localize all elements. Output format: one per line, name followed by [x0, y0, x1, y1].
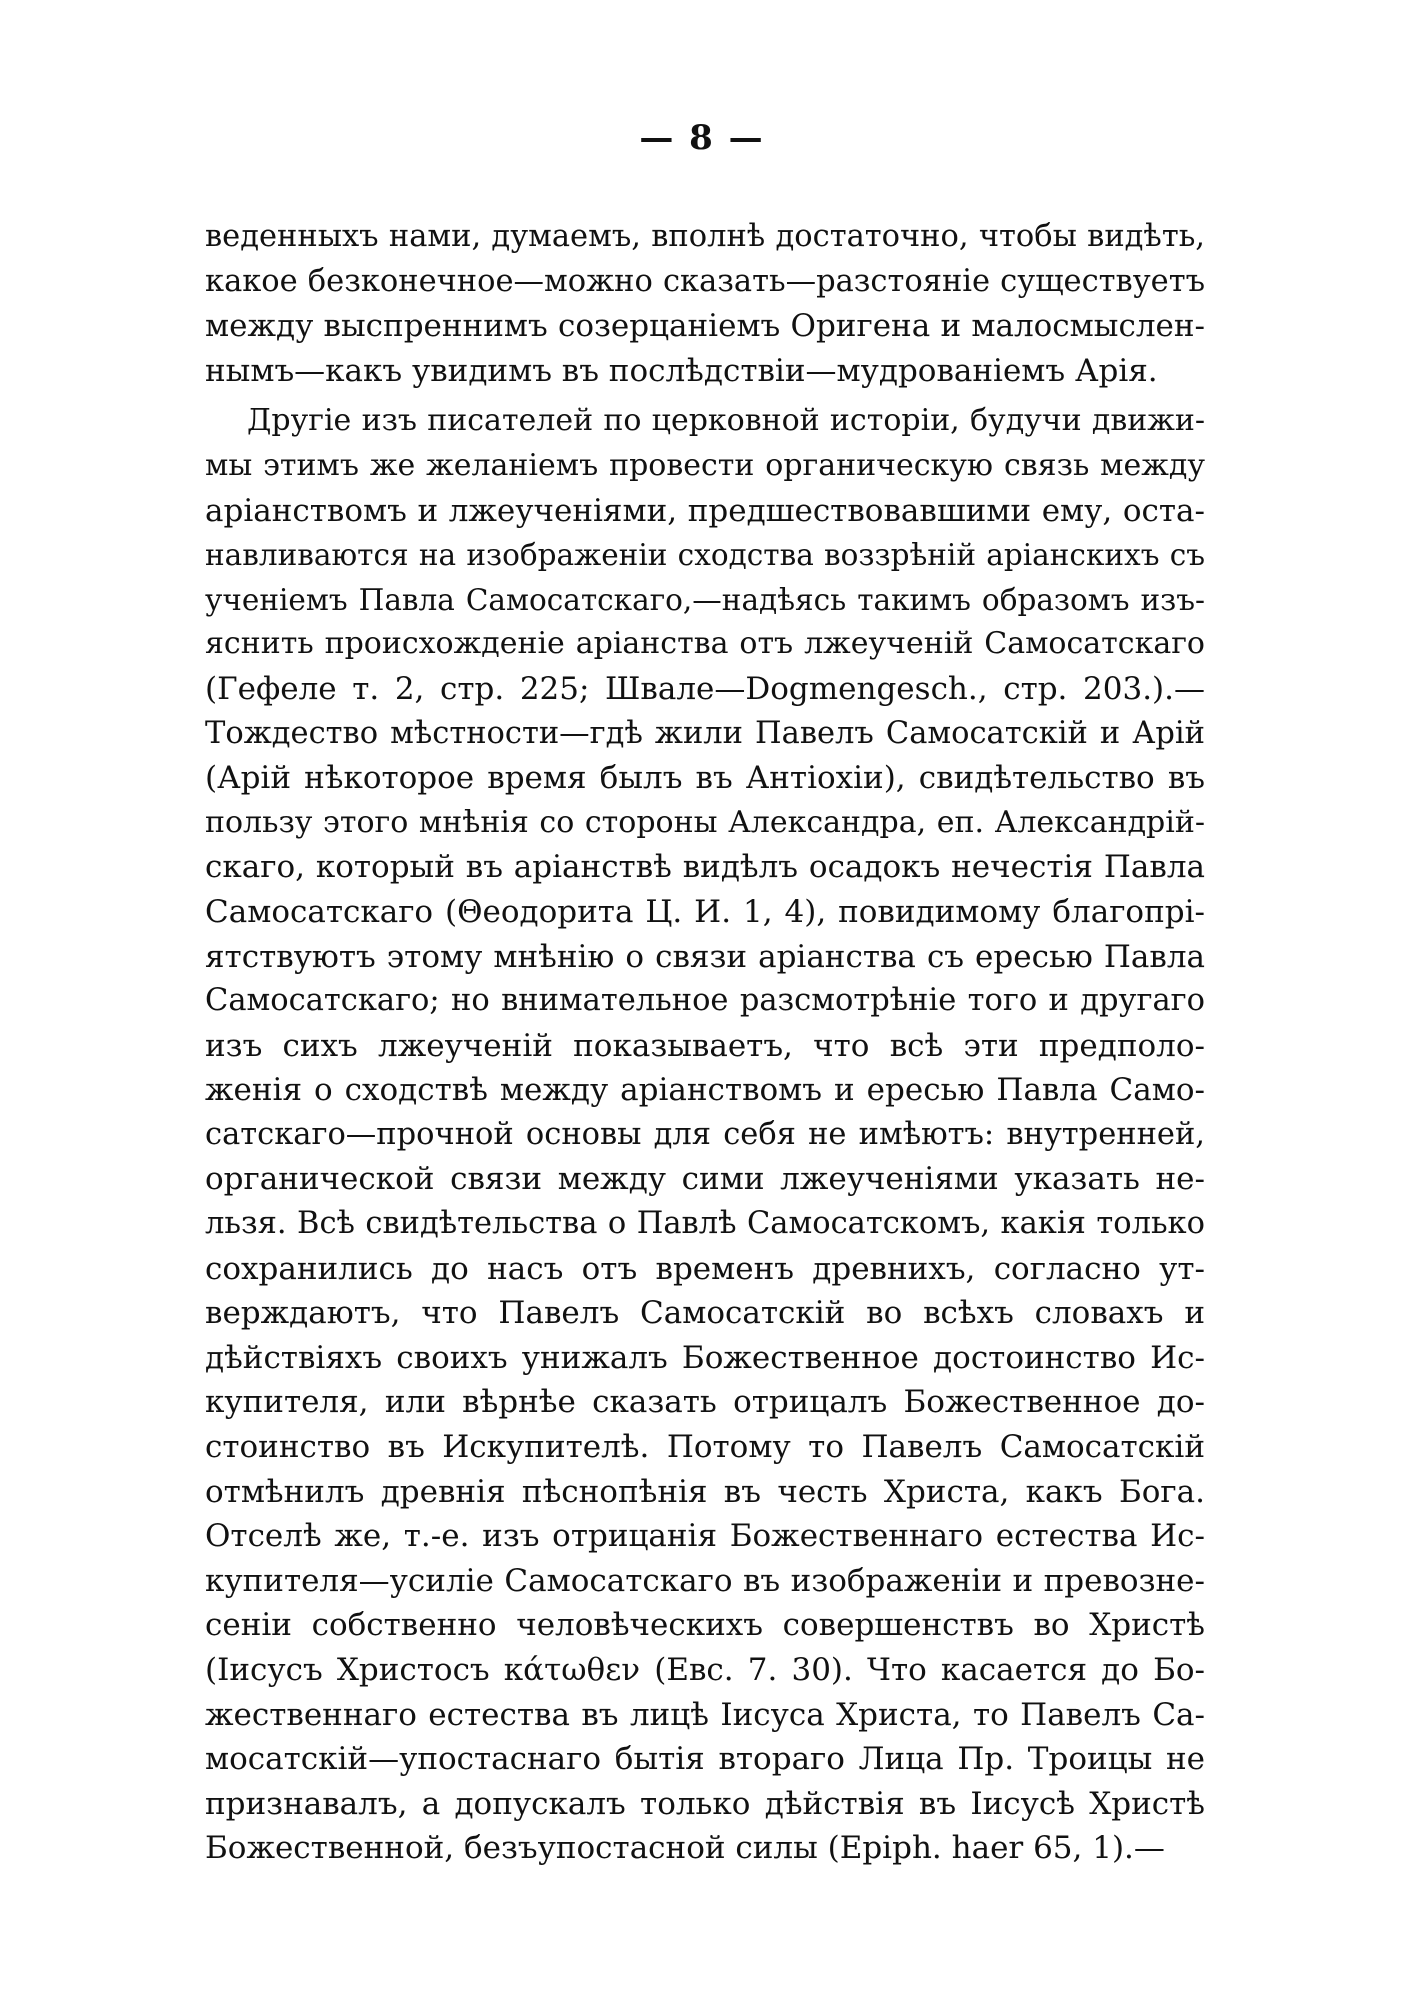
text-line: ученіемъ Павла Самосатскаго,—надѣясь такимъ образомъ изъ-	[205, 582, 1205, 617]
text-line: (Гефеле т. 2, стр. 225; Швале—Dogmengesch., стр. 203.).—	[205, 670, 1205, 707]
text-line: Другіе изъ писателей по церковной исторіи, будучи движи-	[247, 403, 1205, 439]
text-line: купителя—усиліе Самосатскаго въ изображеніи и превозне-	[205, 1562, 1205, 1599]
page-number: — 8 —	[639, 118, 765, 158]
text-line: органической связи между сими лжеученіями указать не-	[205, 1161, 1205, 1198]
text-line: нымъ—какъ увидимъ въ послѣдствіи—мудрованіемъ Арія.	[205, 352, 1158, 389]
text-line: навливаются на изображеніи сходства воззрѣній аріанскихъ съ	[205, 538, 1205, 573]
text-line: льзя. Всѣ свидѣтельства о Павлѣ Самосатскомъ, какія только	[205, 1206, 1205, 1242]
text-line: мы этимъ же желаніемъ провести органическую связь между	[205, 447, 1205, 483]
text-line: Отселѣ же, т.-е. изъ отрицанія Божественнаго естества Ис-	[205, 1518, 1205, 1555]
text-line: веденныхъ нами, думаемъ, вполнѣ достаточно, чтобы видѣть,	[205, 219, 1205, 254]
text-line: изъ сихъ лжеученій показываетъ, что всѣ эти предполо-	[205, 1027, 1205, 1064]
paragraph	[205, 399, 1205, 1871]
text-line: верждаютъ, что Павелъ Самосатскій во всѣхъ словахъ и	[205, 1295, 1205, 1332]
text-line: (Арій нѣкоторое время былъ въ Антіохіи), свидѣтельство въ	[205, 760, 1205, 797]
paragraph	[205, 215, 1205, 393]
text-line: между выспреннимъ созерцаніемъ Оригена и малосмыслен-	[205, 308, 1205, 345]
text-line: отмѣнилъ древнія пѣснопѣнія въ честь Христа, какъ Бога.	[205, 1473, 1205, 1510]
text-line: пользу этого мнѣнія со стороны Александра, еп. Александрій-	[205, 804, 1205, 840]
text-line: сатскаго—прочной основы для себя не имѣютъ: внутренней,	[205, 1116, 1205, 1152]
text-line: стоинство въ Искупителѣ. Потому то Павелъ Самосатскій	[205, 1429, 1205, 1466]
text-line: признавалъ, а допускалъ только дѣйствія въ Іисусѣ Христѣ	[205, 1785, 1205, 1822]
text-line: (Іисусъ Христосъ κάτωθεν (Евс. 7. 30). Что касается до Бо-	[205, 1652, 1205, 1688]
text-line: яснить происхожденіе аріанства отъ лжеученій Самосатскаго	[205, 626, 1205, 662]
text-line: жественнаго естества въ лицѣ Іисуса Христа, то Павелъ Са-	[205, 1696, 1205, 1733]
text-line: дѣйствіяхъ своихъ унижалъ Божественное достоинство Ис-	[205, 1339, 1205, 1376]
text-line: купителя, или вѣрнѣе сказать отрицалъ Божественное до-	[205, 1384, 1205, 1421]
text-line: Божественной, безъупостасной силы (Epiph. haer 65, 1).—	[205, 1830, 1165, 1867]
text-line: сеніи собственно человѣческихъ совершенствъ во Христѣ	[205, 1607, 1205, 1644]
text-line: сохранились до насъ отъ временъ древнихъ, согласно ут-	[205, 1250, 1205, 1287]
text-line: какое безконечное—можно сказать—разстояніе существуетъ	[205, 263, 1205, 299]
text-line: женія о сходствѣ между аріанствомъ и ересью Павла Само-	[205, 1072, 1205, 1109]
text-line: Самосатскаго; но внимательное разсмотрѣніе того и другаго	[205, 983, 1205, 1019]
text-line: скаго, который въ аріанствѣ видѣлъ осадокъ нечестія Павла	[205, 849, 1205, 886]
text-line: аріанствомъ и лжеученіями, предшествовавшими ему, оста-	[205, 492, 1205, 529]
body-text	[205, 215, 1205, 1871]
text-line: Тождество мѣстности—гдѣ жили Павелъ Самосатскій и Арій	[205, 715, 1205, 751]
text-line: мосатскій—упостаснаго бытія втораго Лица Пр. Троицы не	[205, 1741, 1205, 1778]
text-line: ятствуютъ этому мнѣнію о связи аріанства съ ересью Павла	[205, 938, 1205, 975]
text-line: Самосатскаго (Θеодорита Ц. И. 1, 4), повидимому благопрі-	[205, 893, 1205, 930]
